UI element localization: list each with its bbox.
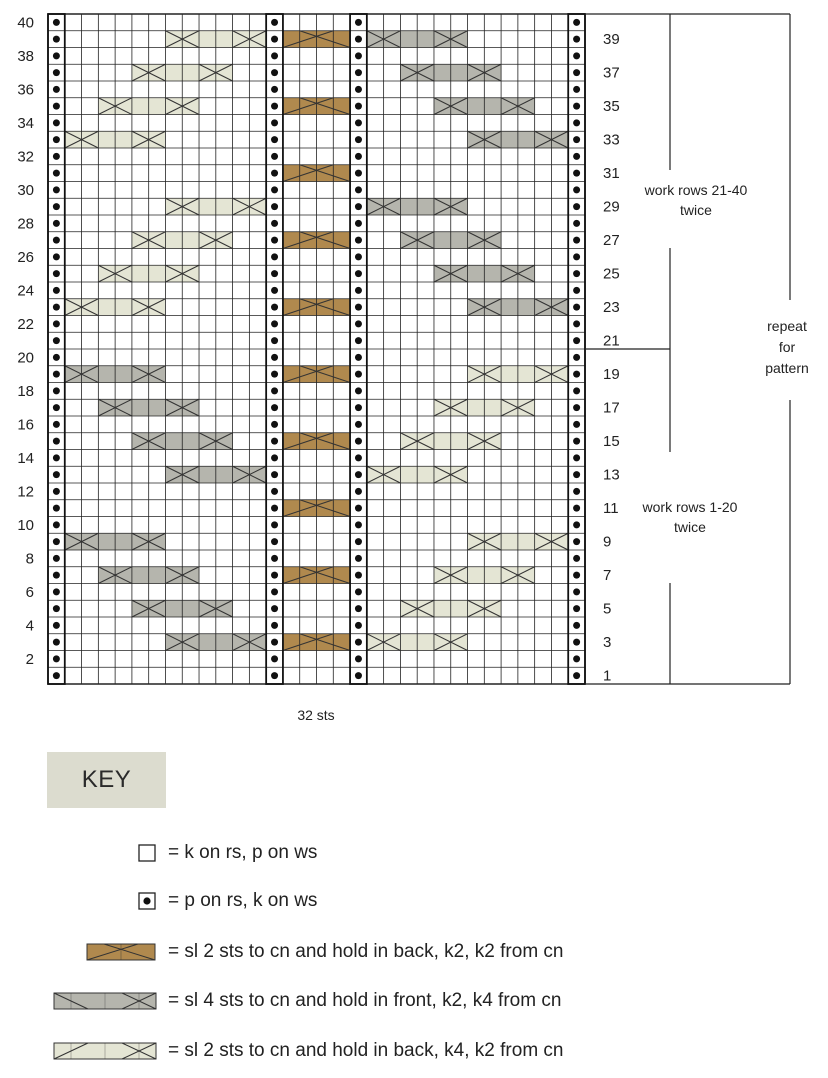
row-label-right: 25	[603, 265, 620, 283]
purl-dot	[573, 555, 580, 562]
purl-dot	[355, 404, 362, 411]
purl-dot	[271, 52, 278, 59]
purl-dot	[355, 538, 362, 545]
purl-dot	[53, 354, 60, 361]
row-label-right: 21	[603, 332, 620, 350]
purl-dot	[355, 471, 362, 478]
purl-dot	[53, 387, 60, 394]
purl-dot	[53, 337, 60, 344]
purl-dot	[355, 605, 362, 612]
purl-dot	[355, 287, 362, 294]
repeat-for-pattern-label: repeat for pattern	[765, 318, 809, 376]
row-label-right: 37	[603, 64, 620, 82]
row-label-left: 26	[17, 248, 34, 266]
row-label-left: 30	[17, 181, 34, 199]
purl-dot	[355, 52, 362, 59]
purl-dot	[355, 672, 362, 679]
purl-dot	[573, 287, 580, 294]
purl-dot	[53, 136, 60, 143]
purl-dot	[355, 354, 362, 361]
purl-dot	[355, 371, 362, 378]
purl-dot	[573, 253, 580, 260]
purl-dot	[53, 86, 60, 93]
key-title-box	[47, 752, 166, 808]
purl-dot	[271, 270, 278, 277]
purl-dot	[271, 655, 278, 662]
purl-dot	[271, 471, 278, 478]
purl-dot	[53, 220, 60, 227]
purl-dot	[355, 320, 362, 327]
purl-dot	[355, 237, 362, 244]
purl-dot	[53, 521, 60, 528]
purl-dot	[355, 19, 362, 26]
work-rows-1-20-label: work rows 1-20 twice	[642, 499, 738, 535]
purl-dot	[53, 421, 60, 428]
purl-dot	[271, 438, 278, 445]
key-item-text: = sl 2 sts to cn and hold in back, k4, k2 from cn	[168, 1040, 564, 1061]
row-label-left: 36	[17, 81, 34, 99]
row-label-right: 23	[603, 299, 620, 317]
purl-dot	[53, 538, 60, 545]
purl-dot	[573, 119, 580, 126]
row-label-left: 32	[17, 148, 34, 166]
purl-dot	[271, 421, 278, 428]
row-label-right: 29	[603, 198, 620, 216]
purl-dot	[573, 421, 580, 428]
purl-dot	[573, 220, 580, 227]
row-label-left: 2	[25, 650, 34, 668]
purl-dot	[271, 253, 278, 260]
purl-dot	[355, 270, 362, 277]
purl-dot	[53, 471, 60, 478]
purl-dot	[53, 404, 60, 411]
purl-dot	[53, 622, 60, 629]
purl-dot	[573, 387, 580, 394]
purl-dot	[573, 639, 580, 646]
row-label-right: 33	[603, 131, 620, 149]
purl-dot	[53, 52, 60, 59]
row-label-left: 34	[17, 114, 34, 132]
purl-dot	[355, 655, 362, 662]
key-item-text: = p on rs, k on ws	[168, 890, 318, 911]
purl-dot	[573, 655, 580, 662]
purl-dot	[53, 253, 60, 260]
purl-dot	[573, 454, 580, 461]
purl-dot	[573, 438, 580, 445]
row-label-left: 16	[17, 416, 34, 434]
purl-dot	[355, 203, 362, 210]
purl-dot	[355, 521, 362, 528]
purl-dot	[53, 572, 60, 579]
purl-dot	[271, 555, 278, 562]
purl-dot	[355, 153, 362, 160]
purl-dot	[53, 69, 60, 76]
purl-dot	[355, 488, 362, 495]
purl-dot	[271, 622, 278, 629]
purl-dot	[573, 170, 580, 177]
purl-dot	[573, 270, 580, 277]
purl-dot	[271, 86, 278, 93]
purl-dot	[53, 270, 60, 277]
purl-dot	[53, 320, 60, 327]
purl-dot-icon	[138, 892, 156, 910]
purl-dot	[271, 588, 278, 595]
cable-gray-icon	[53, 991, 159, 1011]
purl-dot	[271, 639, 278, 646]
purl-dot	[355, 572, 362, 579]
key-item-cable-gold	[0, 941, 828, 963]
row-label-left: 12	[17, 483, 34, 501]
purl-dot	[271, 203, 278, 210]
purl-dot	[271, 103, 278, 110]
purl-dot	[355, 505, 362, 512]
purl-dot	[53, 103, 60, 110]
purl-dot	[573, 672, 580, 679]
purl-dot	[573, 203, 580, 210]
purl-dot	[573, 136, 580, 143]
purl-dot	[573, 354, 580, 361]
purl-dot	[53, 488, 60, 495]
row-label-right: 27	[603, 232, 620, 250]
purl-dot	[271, 454, 278, 461]
purl-dot	[271, 488, 278, 495]
purl-dot	[355, 337, 362, 344]
purl-dot	[355, 220, 362, 227]
row-label-right: 39	[603, 31, 620, 49]
row-label-left: 40	[17, 14, 34, 32]
purl-dot	[271, 304, 278, 311]
row-label-right: 17	[603, 399, 620, 417]
purl-dot	[53, 655, 60, 662]
purl-dot	[573, 304, 580, 311]
purl-dot	[271, 36, 278, 43]
purl-dot	[271, 19, 278, 26]
purl-dot	[53, 119, 60, 126]
key-item-purl	[0, 890, 828, 912]
purl-dot	[355, 186, 362, 193]
purl-dot	[53, 287, 60, 294]
purl-dot	[53, 371, 60, 378]
purl-dot	[271, 320, 278, 327]
purl-dot	[271, 136, 278, 143]
row-label-right: 19	[603, 366, 620, 384]
row-label-left: 24	[17, 282, 34, 300]
purl-dot	[271, 237, 278, 244]
purl-dot	[573, 103, 580, 110]
row-label-right: 3	[603, 634, 612, 652]
purl-dot	[271, 337, 278, 344]
purl-dot	[355, 86, 362, 93]
purl-dot	[53, 605, 60, 612]
purl-dot	[355, 304, 362, 311]
purl-dot	[271, 354, 278, 361]
purl-dot	[271, 387, 278, 394]
purl-dot	[271, 153, 278, 160]
purl-dot	[271, 69, 278, 76]
purl-dot	[53, 36, 60, 43]
purl-dot	[573, 86, 580, 93]
purl-dot	[271, 170, 278, 177]
cable-gold-icon	[86, 942, 158, 962]
purl-dot	[355, 103, 362, 110]
row-label-left: 6	[25, 583, 34, 601]
row-label-right: 31	[603, 165, 620, 183]
key-item-cable-gray	[0, 990, 828, 1012]
key-item-text: = sl 4 sts to cn and hold in front, k2, k4 from cn	[168, 990, 562, 1011]
row-label-left: 22	[17, 315, 34, 333]
purl-dot	[53, 505, 60, 512]
purl-dot	[573, 186, 580, 193]
purl-dot	[573, 605, 580, 612]
purl-dot	[355, 36, 362, 43]
purl-dot	[53, 588, 60, 595]
purl-dot	[271, 672, 278, 679]
purl-dot	[53, 186, 60, 193]
purl-dot	[355, 421, 362, 428]
purl-dot	[53, 304, 60, 311]
row-label-right: 1	[603, 667, 612, 685]
key-item-knit	[0, 842, 828, 864]
purl-dot	[53, 170, 60, 177]
purl-dot	[573, 69, 580, 76]
stitch-count-label: 32 sts	[297, 707, 335, 723]
purl-dot	[53, 555, 60, 562]
row-label-right: 7	[603, 567, 612, 585]
purl-dot	[271, 538, 278, 545]
purl-dot	[355, 253, 362, 260]
purl-dot	[53, 639, 60, 646]
row-label-left: 14	[17, 449, 34, 467]
purl-dot	[573, 52, 580, 59]
purl-dot	[355, 69, 362, 76]
purl-dot	[53, 237, 60, 244]
row-label-right: 13	[603, 466, 620, 484]
row-label-left: 10	[17, 516, 34, 534]
purl-dot	[355, 622, 362, 629]
purl-dot	[573, 36, 580, 43]
purl-dot	[271, 119, 278, 126]
cable-light-icon	[53, 1041, 159, 1061]
purl-dot	[271, 371, 278, 378]
purl-dot	[573, 622, 580, 629]
row-label-right: 11	[603, 500, 619, 518]
purl-dot	[271, 505, 278, 512]
purl-dot	[573, 572, 580, 579]
purl-dot	[573, 538, 580, 545]
purl-dot	[271, 287, 278, 294]
purl-dot	[573, 521, 580, 528]
purl-dot	[573, 371, 580, 378]
purl-dot	[573, 505, 580, 512]
row-label-left: 18	[17, 382, 34, 400]
purl-dot	[573, 588, 580, 595]
purl-dot	[355, 588, 362, 595]
row-label-left: 20	[17, 349, 34, 367]
purl-dot	[573, 320, 580, 327]
purl-dot	[573, 237, 580, 244]
purl-dot	[355, 119, 362, 126]
work-rows-21-40-label: work rows 21-40 twice	[644, 182, 748, 218]
purl-dot	[271, 572, 278, 579]
purl-dot	[573, 488, 580, 495]
row-label-left: 28	[17, 215, 34, 233]
purl-dot	[355, 639, 362, 646]
purl-dot	[271, 605, 278, 612]
purl-dot	[573, 404, 580, 411]
purl-dot	[355, 555, 362, 562]
row-label-left: 38	[17, 47, 34, 65]
purl-dot	[355, 136, 362, 143]
purl-dot	[271, 404, 278, 411]
knit-square-icon	[138, 844, 156, 862]
key-item-text: = sl 2 sts to cn and hold in back, k2, k2 from cn	[168, 941, 564, 962]
purl-dot	[53, 19, 60, 26]
row-label-left: 8	[25, 550, 34, 568]
purl-dot	[355, 387, 362, 394]
key-title: KEY	[81, 766, 132, 793]
purl-dot	[53, 672, 60, 679]
purl-dot	[271, 220, 278, 227]
purl-dot	[573, 471, 580, 478]
purl-dot	[53, 203, 60, 210]
row-label-right: 35	[603, 98, 620, 116]
purl-dot	[271, 521, 278, 528]
row-label-right: 5	[603, 600, 612, 618]
purl-dot	[355, 454, 362, 461]
row-label-right: 15	[603, 433, 620, 451]
row-label-left: 4	[25, 617, 34, 635]
purl-dot	[53, 438, 60, 445]
purl-dot	[355, 170, 362, 177]
purl-dot	[573, 337, 580, 344]
purl-dot	[53, 153, 60, 160]
key-item-text: = k on rs, p on ws	[168, 842, 318, 863]
purl-dot	[271, 186, 278, 193]
purl-dot	[355, 438, 362, 445]
row-label-right: 9	[603, 533, 612, 551]
key-item-cable-light	[0, 1040, 828, 1062]
purl-dot	[573, 19, 580, 26]
purl-dot	[573, 153, 580, 160]
purl-dot	[53, 454, 60, 461]
